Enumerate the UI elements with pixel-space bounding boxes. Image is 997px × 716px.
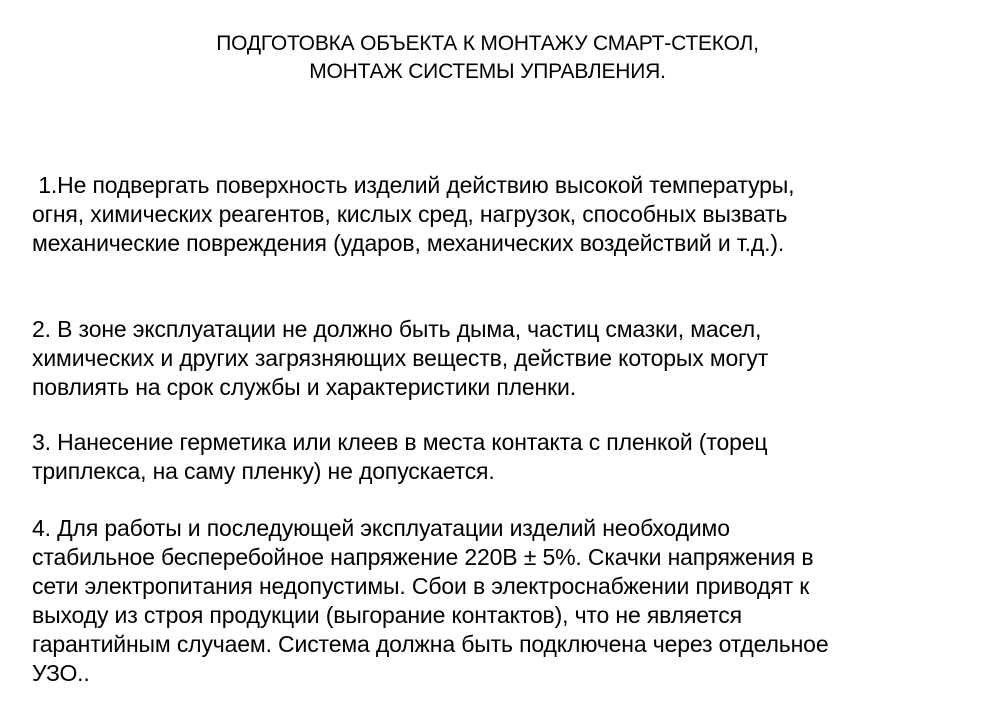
paragraph-1 xyxy=(32,171,982,258)
paragraph-1-line-3: механические повреждения (ударов, механических воздействий и т.д.). xyxy=(32,230,785,256)
paragraph-4-line-3: сети электропитания недопустимы. Сбои в электроснабжении приводят к xyxy=(32,573,810,599)
paragraph-4-line-5: гарантийным случаем. Система должна быть подключена через отдельное xyxy=(32,631,829,657)
paragraph-2-line-2: химических и других загрязняющих веществ, действие которых могут xyxy=(32,345,769,371)
paragraph-2-line-1: 2. В зоне эксплуатации не должно быть дыма, частиц смазки, масел, xyxy=(32,316,762,342)
paragraph-4-line-1: 4. Для работы и последующей эксплуатации изделий необходимо xyxy=(32,515,730,541)
paragraph-4-line-4: выходу из строя продукции (выгорание контактов), что не является xyxy=(32,602,742,628)
paragraph-1-line-2: огня, химических реагентов, кислых сред, нагрузок, способных вызвать xyxy=(32,201,788,227)
paragraph-4-line-6: УЗО.. xyxy=(32,660,90,686)
paragraph-1-line-1: 1.Не подвергать поверхность изделий действию высокой температуры, xyxy=(32,172,795,198)
paragraph-4 xyxy=(32,514,982,688)
title-line-1: ПОДГОТОВКА ОБЪЕКТА К МОНТАЖУ СМАРТ-СТЕКОЛ, xyxy=(216,32,759,55)
paragraph-2-line-3: повлиять на срок службы и характеристики пленки. xyxy=(32,374,576,400)
document-title xyxy=(0,30,975,86)
paragraph-3-line-1: 3. Нанесение герметика или клеев в места контакта с пленкой (торец xyxy=(32,429,768,455)
paragraph-3 xyxy=(32,428,982,486)
paragraph-2 xyxy=(32,315,982,402)
title-line-2: МОНТАЖ СИСТЕМЫ УПРАВЛЕНИЯ. xyxy=(309,60,666,83)
paragraph-3-line-2: триплекса, на саму пленку) не допускается. xyxy=(32,458,495,484)
paragraph-4-line-2: стабильное бесперебойное напряжение 220В ± 5%. Скачки напряжения в xyxy=(32,544,814,570)
